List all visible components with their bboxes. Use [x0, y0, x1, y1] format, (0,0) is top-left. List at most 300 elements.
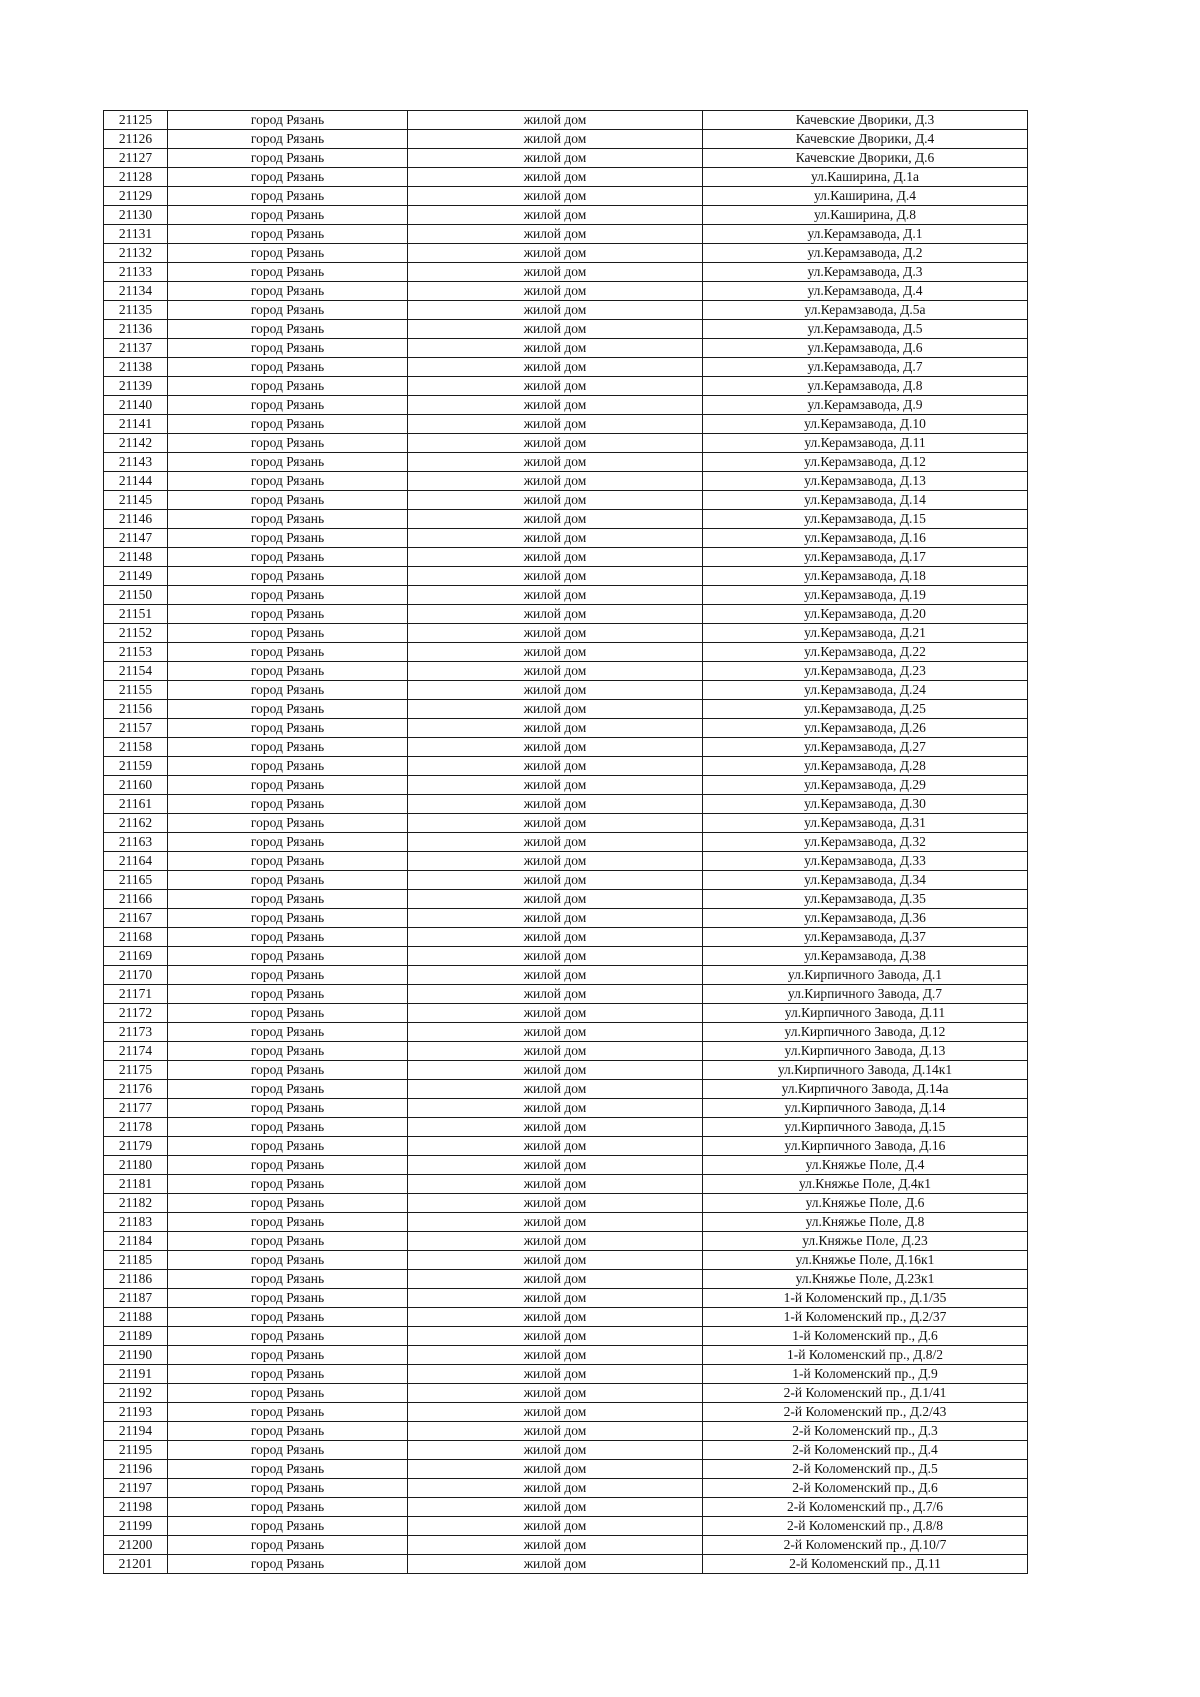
table-row: [104, 1156, 1028, 1175]
row-number: 21126: [104, 130, 168, 149]
address-cell: ул.Керамзавода, Д.10: [703, 415, 1028, 434]
registry-body: [104, 111, 1028, 1574]
address-cell: ул.Керамзавода, Д.18: [703, 567, 1028, 586]
building-type-cell: жилой дом: [408, 985, 703, 1004]
address-cell: 2-й Коломенский пр., Д.11: [703, 1555, 1028, 1574]
city-cell: город Рязань: [168, 491, 408, 510]
row-number: 21130: [104, 206, 168, 225]
city-cell: город Рязань: [168, 263, 408, 282]
building-type-cell: жилой дом: [408, 871, 703, 890]
address-cell: ул.Княжье Поле, Д.23к1: [703, 1270, 1028, 1289]
row-number: 21155: [104, 681, 168, 700]
row-number: 21154: [104, 662, 168, 681]
building-type-cell: жилой дом: [408, 738, 703, 757]
row-number: 21174: [104, 1042, 168, 1061]
row-number: 21185: [104, 1251, 168, 1270]
row-number: 21180: [104, 1156, 168, 1175]
table-row: [104, 1004, 1028, 1023]
table-row: [104, 738, 1028, 757]
city-cell: город Рязань: [168, 1175, 408, 1194]
building-type-cell: жилой дом: [408, 1441, 703, 1460]
address-cell: ул.Керамзавода, Д.23: [703, 662, 1028, 681]
address-cell: ул.Керамзавода, Д.22: [703, 643, 1028, 662]
row-number: 21138: [104, 358, 168, 377]
row-number: 21197: [104, 1479, 168, 1498]
city-cell: город Рязань: [168, 1080, 408, 1099]
building-type-cell: жилой дом: [408, 1004, 703, 1023]
row-number: 21171: [104, 985, 168, 1004]
table-row: [104, 681, 1028, 700]
city-cell: город Рязань: [168, 985, 408, 1004]
row-number: 21167: [104, 909, 168, 928]
city-cell: город Рязань: [168, 1270, 408, 1289]
address-cell: ул.Кирпичного Завода, Д.15: [703, 1118, 1028, 1137]
address-cell: ул.Керамзавода, Д.34: [703, 871, 1028, 890]
building-type-cell: жилой дом: [408, 643, 703, 662]
table-row: [104, 1080, 1028, 1099]
table-row: [104, 434, 1028, 453]
table-row: [104, 966, 1028, 985]
building-type-cell: жилой дом: [408, 1023, 703, 1042]
building-type-cell: жилой дом: [408, 1194, 703, 1213]
row-number: 21128: [104, 168, 168, 187]
row-number: 21129: [104, 187, 168, 206]
address-cell: ул.Керамзавода, Д.1: [703, 225, 1028, 244]
building-type-cell: жилой дом: [408, 1536, 703, 1555]
row-number: 21178: [104, 1118, 168, 1137]
building-type-cell: жилой дом: [408, 1175, 703, 1194]
city-cell: город Рязань: [168, 1004, 408, 1023]
building-type-cell: жилой дом: [408, 415, 703, 434]
city-cell: город Рязань: [168, 206, 408, 225]
table-row: [104, 320, 1028, 339]
city-cell: город Рязань: [168, 738, 408, 757]
city-cell: город Рязань: [168, 1213, 408, 1232]
table-row: [104, 1460, 1028, 1479]
address-cell: ул.Керамзавода, Д.9: [703, 396, 1028, 415]
table-row: [104, 1422, 1028, 1441]
city-cell: город Рязань: [168, 681, 408, 700]
address-cell: ул.Керамзавода, Д.37: [703, 928, 1028, 947]
row-number: 21162: [104, 814, 168, 833]
address-cell: 2-й Коломенский пр., Д.6: [703, 1479, 1028, 1498]
address-cell: Качевские Дворики, Д.3: [703, 111, 1028, 130]
building-type-cell: жилой дом: [408, 1099, 703, 1118]
city-cell: город Рязань: [168, 1232, 408, 1251]
table-row: [104, 643, 1028, 662]
row-number: 21147: [104, 529, 168, 548]
row-number: 21131: [104, 225, 168, 244]
city-cell: город Рязань: [168, 1289, 408, 1308]
table-row: [104, 1289, 1028, 1308]
row-number: 21187: [104, 1289, 168, 1308]
city-cell: город Рязань: [168, 225, 408, 244]
row-number: 21133: [104, 263, 168, 282]
table-row: [104, 1118, 1028, 1137]
building-type-cell: жилой дом: [408, 377, 703, 396]
table-row: [104, 1479, 1028, 1498]
city-cell: город Рязань: [168, 1536, 408, 1555]
table-row: [104, 510, 1028, 529]
address-cell: ул.Кирпичного Завода, Д.7: [703, 985, 1028, 1004]
city-cell: город Рязань: [168, 700, 408, 719]
address-cell: ул.Кирпичного Завода, Д.14: [703, 1099, 1028, 1118]
table-row: [104, 1327, 1028, 1346]
row-number: 21198: [104, 1498, 168, 1517]
table-row: [104, 358, 1028, 377]
building-type-cell: жилой дом: [408, 244, 703, 263]
address-cell: ул.Керамзавода, Д.25: [703, 700, 1028, 719]
address-cell: ул.Керамзавода, Д.5а: [703, 301, 1028, 320]
address-cell: 2-й Коломенский пр., Д.1/41: [703, 1384, 1028, 1403]
table-row: [104, 1023, 1028, 1042]
building-type-cell: жилой дом: [408, 700, 703, 719]
building-type-cell: жилой дом: [408, 662, 703, 681]
building-type-cell: жилой дом: [408, 453, 703, 472]
city-cell: город Рязань: [168, 1042, 408, 1061]
building-type-cell: жилой дом: [408, 1460, 703, 1479]
building-type-cell: жилой дом: [408, 1061, 703, 1080]
city-cell: город Рязань: [168, 1308, 408, 1327]
building-type-cell: жилой дом: [408, 1080, 703, 1099]
city-cell: город Рязань: [168, 757, 408, 776]
table-row: [104, 1384, 1028, 1403]
city-cell: город Рязань: [168, 1061, 408, 1080]
table-row: [104, 1365, 1028, 1384]
building-type-cell: жилой дом: [408, 947, 703, 966]
table-row: [104, 263, 1028, 282]
building-type-cell: жилой дом: [408, 852, 703, 871]
row-number: 21199: [104, 1517, 168, 1536]
address-cell: ул.Кирпичного Завода, Д.14к1: [703, 1061, 1028, 1080]
address-cell: ул.Каширина, Д.8: [703, 206, 1028, 225]
table-row: [104, 890, 1028, 909]
table-row: [104, 1175, 1028, 1194]
building-type-cell: жилой дом: [408, 890, 703, 909]
city-cell: город Рязань: [168, 871, 408, 890]
city-cell: город Рязань: [168, 662, 408, 681]
address-cell: ул.Керамзавода, Д.24: [703, 681, 1028, 700]
city-cell: город Рязань: [168, 453, 408, 472]
city-cell: город Рязань: [168, 339, 408, 358]
city-cell: город Рязань: [168, 624, 408, 643]
city-cell: город Рязань: [168, 301, 408, 320]
table-row: [104, 1251, 1028, 1270]
building-type-cell: жилой дом: [408, 776, 703, 795]
building-type-cell: жилой дом: [408, 529, 703, 548]
city-cell: город Рязань: [168, 1441, 408, 1460]
building-type-cell: жилой дом: [408, 757, 703, 776]
address-cell: ул.Каширина, Д.4: [703, 187, 1028, 206]
table-row: [104, 111, 1028, 130]
table-row: [104, 1441, 1028, 1460]
table-row: [104, 852, 1028, 871]
row-number: 21143: [104, 453, 168, 472]
row-number: 21165: [104, 871, 168, 890]
table-row: [104, 472, 1028, 491]
table-row: [104, 1042, 1028, 1061]
table-row: [104, 624, 1028, 643]
city-cell: город Рязань: [168, 434, 408, 453]
building-type-cell: жилой дом: [408, 928, 703, 947]
building-type-cell: жилой дом: [408, 1270, 703, 1289]
table-row: [104, 377, 1028, 396]
city-cell: город Рязань: [168, 130, 408, 149]
city-cell: город Рязань: [168, 586, 408, 605]
building-type-cell: жилой дом: [408, 1042, 703, 1061]
address-cell: ул.Керамзавода, Д.12: [703, 453, 1028, 472]
table-row: [104, 130, 1028, 149]
building-type-cell: жилой дом: [408, 1517, 703, 1536]
table-row: [104, 795, 1028, 814]
city-cell: город Рязань: [168, 719, 408, 738]
address-cell: 1-й Коломенский пр., Д.6: [703, 1327, 1028, 1346]
row-number: 21146: [104, 510, 168, 529]
address-cell: 1-й Коломенский пр., Д.1/35: [703, 1289, 1028, 1308]
address-cell: ул.Кирпичного Завода, Д.16: [703, 1137, 1028, 1156]
row-number: 21186: [104, 1270, 168, 1289]
city-cell: город Рязань: [168, 472, 408, 491]
address-cell: ул.Княжье Поле, Д.23: [703, 1232, 1028, 1251]
address-cell: ул.Кирпичного Завода, Д.13: [703, 1042, 1028, 1061]
city-cell: город Рязань: [168, 529, 408, 548]
table-row: [104, 586, 1028, 605]
city-cell: город Рязань: [168, 1194, 408, 1213]
city-cell: город Рязань: [168, 814, 408, 833]
city-cell: город Рязань: [168, 1327, 408, 1346]
row-number: 21134: [104, 282, 168, 301]
table-row: [104, 567, 1028, 586]
row-number: 21156: [104, 700, 168, 719]
building-type-cell: жилой дом: [408, 1384, 703, 1403]
address-cell: ул.Кирпичного Завода, Д.11: [703, 1004, 1028, 1023]
table-row: [104, 1555, 1028, 1574]
row-number: 21170: [104, 966, 168, 985]
address-cell: ул.Керамзавода, Д.7: [703, 358, 1028, 377]
table-row: [104, 700, 1028, 719]
address-cell: ул.Керамзавода, Д.30: [703, 795, 1028, 814]
city-cell: город Рязань: [168, 1479, 408, 1498]
city-cell: город Рязань: [168, 567, 408, 586]
city-cell: город Рязань: [168, 1156, 408, 1175]
row-number: 21150: [104, 586, 168, 605]
building-type-cell: жилой дом: [408, 1403, 703, 1422]
row-number: 21127: [104, 149, 168, 168]
address-cell: ул.Керамзавода, Д.17: [703, 548, 1028, 567]
city-cell: город Рязань: [168, 795, 408, 814]
address-cell: 2-й Коломенский пр., Д.2/43: [703, 1403, 1028, 1422]
row-number: 21151: [104, 605, 168, 624]
row-number: 21148: [104, 548, 168, 567]
table-row: [104, 1213, 1028, 1232]
city-cell: город Рязань: [168, 1384, 408, 1403]
city-cell: город Рязань: [168, 1517, 408, 1536]
building-type-cell: жилой дом: [408, 111, 703, 130]
row-number: 21172: [104, 1004, 168, 1023]
table-row: [104, 396, 1028, 415]
address-cell: ул.Керамзавода, Д.33: [703, 852, 1028, 871]
address-cell: ул.Керамзавода, Д.29: [703, 776, 1028, 795]
address-cell: 2-й Коломенский пр., Д.3: [703, 1422, 1028, 1441]
building-type-cell: жилой дом: [408, 1346, 703, 1365]
city-cell: город Рязань: [168, 852, 408, 871]
city-cell: город Рязань: [168, 1137, 408, 1156]
table-row: [104, 947, 1028, 966]
address-cell: ул.Керамзавода, Д.27: [703, 738, 1028, 757]
row-number: 21142: [104, 434, 168, 453]
building-type-cell: жилой дом: [408, 187, 703, 206]
building-type-cell: жилой дом: [408, 681, 703, 700]
building-type-cell: жилой дом: [408, 396, 703, 415]
building-type-cell: жилой дом: [408, 491, 703, 510]
building-type-cell: жилой дом: [408, 567, 703, 586]
building-type-cell: жилой дом: [408, 605, 703, 624]
city-cell: город Рязань: [168, 320, 408, 339]
table-row: [104, 1270, 1028, 1289]
city-cell: город Рязань: [168, 510, 408, 529]
address-cell: ул.Керамзавода, Д.5: [703, 320, 1028, 339]
city-cell: город Рязань: [168, 833, 408, 852]
table-row: [104, 168, 1028, 187]
building-type-cell: жилой дом: [408, 263, 703, 282]
city-cell: город Рязань: [168, 244, 408, 263]
address-cell: ул.Кирпичного Завода, Д.12: [703, 1023, 1028, 1042]
table-row: [104, 871, 1028, 890]
address-cell: 2-й Коломенский пр., Д.4: [703, 1441, 1028, 1460]
address-cell: ул.Керамзавода, Д.38: [703, 947, 1028, 966]
city-cell: город Рязань: [168, 1365, 408, 1384]
building-type-cell: жилой дом: [408, 225, 703, 244]
building-type-cell: жилой дом: [408, 833, 703, 852]
row-number: 21161: [104, 795, 168, 814]
row-number: 21160: [104, 776, 168, 795]
address-cell: ул.Керамзавода, Д.8: [703, 377, 1028, 396]
row-number: 21169: [104, 947, 168, 966]
table-row: [104, 1061, 1028, 1080]
city-cell: город Рязань: [168, 890, 408, 909]
building-type-cell: жилой дом: [408, 472, 703, 491]
table-row: [104, 1403, 1028, 1422]
address-cell: ул.Керамзавода, Д.28: [703, 757, 1028, 776]
row-number: 21140: [104, 396, 168, 415]
city-cell: город Рязань: [168, 415, 408, 434]
row-number: 21189: [104, 1327, 168, 1346]
address-cell: 1-й Коломенский пр., Д.2/37: [703, 1308, 1028, 1327]
table-row: [104, 1232, 1028, 1251]
address-cell: 1-й Коломенский пр., Д.9: [703, 1365, 1028, 1384]
building-type-cell: жилой дом: [408, 1213, 703, 1232]
row-number: 21188: [104, 1308, 168, 1327]
table-row: [104, 814, 1028, 833]
city-cell: город Рязань: [168, 1023, 408, 1042]
table-row: [104, 491, 1028, 510]
table-row: [104, 605, 1028, 624]
address-cell: ул.Керамзавода, Д.26: [703, 719, 1028, 738]
address-cell: ул.Керамзавода, Д.14: [703, 491, 1028, 510]
table-row: [104, 1308, 1028, 1327]
city-cell: город Рязань: [168, 1460, 408, 1479]
row-number: 21194: [104, 1422, 168, 1441]
city-cell: город Рязань: [168, 947, 408, 966]
table-row: [104, 909, 1028, 928]
table-row: [104, 776, 1028, 795]
city-cell: город Рязань: [168, 1251, 408, 1270]
city-cell: город Рязань: [168, 1118, 408, 1137]
table-row: [104, 339, 1028, 358]
address-cell: ул.Кирпичного Завода, Д.1: [703, 966, 1028, 985]
building-type-cell: жилой дом: [408, 206, 703, 225]
table-row: [104, 928, 1028, 947]
row-number: 21164: [104, 852, 168, 871]
row-number: 21190: [104, 1346, 168, 1365]
row-number: 21158: [104, 738, 168, 757]
building-type-cell: жилой дом: [408, 909, 703, 928]
building-type-cell: жилой дом: [408, 1498, 703, 1517]
building-type-cell: жилой дом: [408, 1118, 703, 1137]
address-cell: ул.Керамзавода, Д.31: [703, 814, 1028, 833]
city-cell: город Рязань: [168, 909, 408, 928]
address-cell: 1-й Коломенский пр., Д.8/2: [703, 1346, 1028, 1365]
row-number: 21201: [104, 1555, 168, 1574]
building-type-cell: жилой дом: [408, 1327, 703, 1346]
address-cell: 2-й Коломенский пр., Д.5: [703, 1460, 1028, 1479]
city-cell: город Рязань: [168, 111, 408, 130]
address-cell: ул.Керамзавода, Д.32: [703, 833, 1028, 852]
address-cell: ул.Керамзавода, Д.16: [703, 529, 1028, 548]
city-cell: город Рязань: [168, 966, 408, 985]
row-number: 21166: [104, 890, 168, 909]
city-cell: город Рязань: [168, 1422, 408, 1441]
city-cell: город Рязань: [168, 149, 408, 168]
building-type-cell: жилой дом: [408, 1137, 703, 1156]
row-number: 21177: [104, 1099, 168, 1118]
city-cell: город Рязань: [168, 187, 408, 206]
table-row: [104, 1536, 1028, 1555]
city-cell: город Рязань: [168, 358, 408, 377]
row-number: 21132: [104, 244, 168, 263]
row-number: 21193: [104, 1403, 168, 1422]
table-row: [104, 529, 1028, 548]
table-row: [104, 187, 1028, 206]
address-cell: ул.Княжье Поле, Д.16к1: [703, 1251, 1028, 1270]
row-number: 21176: [104, 1080, 168, 1099]
row-number: 21182: [104, 1194, 168, 1213]
table-row: [104, 1346, 1028, 1365]
row-number: 21163: [104, 833, 168, 852]
table-row: [104, 453, 1028, 472]
table-row: [104, 757, 1028, 776]
city-cell: город Рязань: [168, 1498, 408, 1517]
table-row: [104, 244, 1028, 263]
building-type-cell: жилой дом: [408, 434, 703, 453]
row-number: 21136: [104, 320, 168, 339]
address-cell: ул.Княжье Поле, Д.4к1: [703, 1175, 1028, 1194]
city-cell: город Рязань: [168, 1346, 408, 1365]
building-type-cell: жилой дом: [408, 1308, 703, 1327]
city-cell: город Рязань: [168, 1099, 408, 1118]
address-cell: ул.Керамзавода, Д.36: [703, 909, 1028, 928]
row-number: 21159: [104, 757, 168, 776]
city-cell: город Рязань: [168, 548, 408, 567]
address-cell: ул.Каширина, Д.1а: [703, 168, 1028, 187]
building-type-cell: жилой дом: [408, 1365, 703, 1384]
table-row: [104, 833, 1028, 852]
building-type-cell: жилой дом: [408, 1251, 703, 1270]
table-row: [104, 225, 1028, 244]
city-cell: город Рязань: [168, 776, 408, 795]
city-cell: город Рязань: [168, 928, 408, 947]
address-cell: Качевские Дворики, Д.6: [703, 149, 1028, 168]
